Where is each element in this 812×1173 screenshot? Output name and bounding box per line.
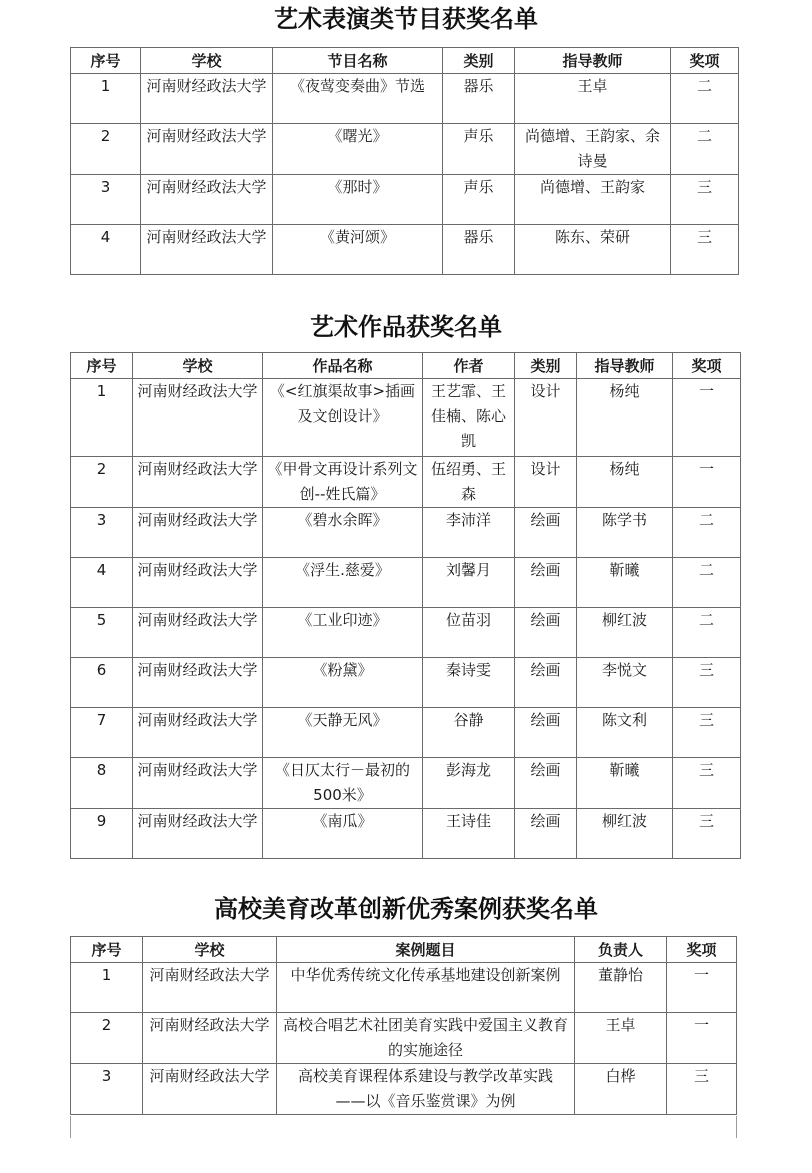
cell-teacher: 陈学书 <box>577 508 673 558</box>
table-row <box>71 558 741 608</box>
cell-category: 器乐 <box>443 74 515 124</box>
cell-program: 《曙光》 <box>273 124 443 175</box>
cell-category: 设计 <box>515 457 577 508</box>
table-header-row <box>71 353 741 379</box>
cell-index: 3 <box>71 508 133 558</box>
cell-school: 河南财经政法大学 <box>133 708 263 758</box>
header-cell: 类别 <box>515 353 577 379</box>
cell-teacher: 杨纯 <box>577 457 673 508</box>
header-cell: 指导教师 <box>577 353 673 379</box>
cell-program: 《那时》 <box>273 175 443 225</box>
cell-work: 《南瓜》 <box>263 809 423 859</box>
cell-teacher: 靳曦 <box>577 558 673 608</box>
table-row <box>71 508 741 558</box>
cell-index: 4 <box>71 225 141 275</box>
cell-index: 6 <box>71 658 133 708</box>
cell-school: 河南财经政法大学 <box>141 74 273 124</box>
cell-school: 河南财经政法大学 <box>133 558 263 608</box>
cell-teacher: 李悦文 <box>577 658 673 708</box>
cell-index: 4 <box>71 558 133 608</box>
cell-lead: 王卓 <box>575 1013 667 1064</box>
header-cell: 学校 <box>143 937 277 963</box>
cell-index: 5 <box>71 608 133 658</box>
cell-index: 1 <box>71 379 133 457</box>
cell-category: 绘画 <box>515 558 577 608</box>
header-cell: 奖项 <box>667 937 737 963</box>
cell-teacher: 尚德增、王韵家、余诗曼 <box>515 124 671 175</box>
cell-case-title: 高校美育课程体系建设与教学改革实践 ——以《音乐鉴赏课》为例 <box>277 1064 575 1115</box>
cell-author: 谷静 <box>423 708 515 758</box>
header-cell: 学校 <box>133 353 263 379</box>
table-row <box>71 809 741 859</box>
table-row <box>71 175 739 225</box>
cell-teacher: 柳红波 <box>577 608 673 658</box>
cell-work: 《天静无风》 <box>263 708 423 758</box>
cell-author: 位苗羽 <box>423 608 515 658</box>
performance-awards-table <box>70 47 739 275</box>
header-cell: 节目名称 <box>273 48 443 74</box>
header-cell: 奖项 <box>671 48 739 74</box>
cell-teacher: 王卓 <box>515 74 671 124</box>
cell-school: 河南财经政法大学 <box>133 608 263 658</box>
cell-award: 一 <box>673 457 741 508</box>
cell-award: 三 <box>673 758 741 809</box>
cell-teacher: 柳红波 <box>577 809 673 859</box>
cell-index: 2 <box>71 124 141 175</box>
cell-lead: 董静怡 <box>575 963 667 1013</box>
cell-work: 《浮生.慈爱》 <box>263 558 423 608</box>
header-cell: 作者 <box>423 353 515 379</box>
artwork-awards-table <box>70 352 741 859</box>
cell-category: 绘画 <box>515 708 577 758</box>
header-cell: 指导教师 <box>515 48 671 74</box>
header-cell: 案例题目 <box>277 937 575 963</box>
header-cell: 负责人 <box>575 937 667 963</box>
cell-school: 河南财经政法大学 <box>133 508 263 558</box>
cell-category: 绘画 <box>515 658 577 708</box>
cell-teacher: 杨纯 <box>577 379 673 457</box>
cell-category: 绘画 <box>515 508 577 558</box>
section-title-cases: 高校美育改革创新优秀案例获奖名单 <box>214 895 598 923</box>
cell-index: 3 <box>71 175 141 225</box>
cell-case-title: 中华优秀传统文化传承基地建设创新案例 <box>277 963 575 1013</box>
cell-program: 《黄河颂》 <box>273 225 443 275</box>
table-row <box>71 124 739 175</box>
cell-work: 《工业印迹》 <box>263 608 423 658</box>
header-cell: 作品名称 <box>263 353 423 379</box>
cell-work: 《<红旗渠故事>插画及文创设计》 <box>263 379 423 457</box>
cases-awards-table <box>70 936 737 1115</box>
table-row <box>71 658 741 708</box>
table-row <box>71 225 739 275</box>
cell-award: 三 <box>673 708 741 758</box>
cell-category: 绘画 <box>515 758 577 809</box>
cell-award: 三 <box>671 175 739 225</box>
cell-author: 李沛洋 <box>423 508 515 558</box>
header-cell: 学校 <box>141 48 273 74</box>
cell-category: 声乐 <box>443 124 515 175</box>
cell-index: 7 <box>71 708 133 758</box>
cell-school: 河南财经政法大学 <box>133 457 263 508</box>
cell-school: 河南财经政法大学 <box>141 175 273 225</box>
cell-work: 《粉黛》 <box>263 658 423 708</box>
cell-author: 彭海龙 <box>423 758 515 809</box>
cell-school: 河南财经政法大学 <box>143 1064 277 1115</box>
page-margin-line-right <box>736 1116 737 1138</box>
cell-index: 2 <box>71 1013 143 1064</box>
cell-category: 绘画 <box>515 809 577 859</box>
section-title-artwork: 艺术作品获奖名单 <box>310 313 502 341</box>
table-row <box>71 708 741 758</box>
cell-category: 声乐 <box>443 175 515 225</box>
cell-index: 2 <box>71 457 133 508</box>
cell-award: 三 <box>673 658 741 708</box>
cell-author: 秦诗雯 <box>423 658 515 708</box>
table-row <box>71 1064 737 1115</box>
table-row <box>71 963 737 1013</box>
cell-category: 设计 <box>515 379 577 457</box>
cell-work: 《甲骨文再设计系列文创--姓氏篇》 <box>263 457 423 508</box>
cell-award: 三 <box>667 1064 737 1115</box>
cell-index: 3 <box>71 1064 143 1115</box>
cell-teacher: 靳曦 <box>577 758 673 809</box>
cell-school: 河南财经政法大学 <box>133 809 263 859</box>
cell-teacher: 陈东、荣研 <box>515 225 671 275</box>
cell-teacher: 尚德增、王韵家 <box>515 175 671 225</box>
cell-school: 河南财经政法大学 <box>133 658 263 708</box>
cell-award: 二 <box>673 508 741 558</box>
cell-award: 一 <box>667 963 737 1013</box>
cell-index: 1 <box>71 963 143 1013</box>
cell-author: 王诗佳 <box>423 809 515 859</box>
header-cell: 类别 <box>443 48 515 74</box>
cell-author: 刘馨月 <box>423 558 515 608</box>
cell-school: 河南财经政法大学 <box>141 124 273 175</box>
table-row <box>71 379 741 457</box>
table-header-row <box>71 48 739 74</box>
cell-award: 二 <box>671 74 739 124</box>
cell-award: 二 <box>673 558 741 608</box>
table-row <box>71 1013 737 1064</box>
cell-award: 一 <box>667 1013 737 1064</box>
table-row <box>71 457 741 508</box>
cell-award: 二 <box>671 124 739 175</box>
cell-school: 河南财经政法大学 <box>143 963 277 1013</box>
cell-school: 河南财经政法大学 <box>133 758 263 809</box>
cell-index: 8 <box>71 758 133 809</box>
table-row <box>71 608 741 658</box>
cell-category: 绘画 <box>515 608 577 658</box>
cell-award: 三 <box>671 225 739 275</box>
cell-author: 伍绍勇、王森 <box>423 457 515 508</box>
cell-school: 河南财经政法大学 <box>133 379 263 457</box>
cell-award: 一 <box>673 379 741 457</box>
header-cell: 序号 <box>71 353 133 379</box>
cell-lead: 白桦 <box>575 1064 667 1115</box>
cell-school: 河南财经政法大学 <box>141 225 273 275</box>
cell-work: 《碧水余晖》 <box>263 508 423 558</box>
cell-index: 1 <box>71 74 141 124</box>
cell-program: 《夜莺变奏曲》节选 <box>273 74 443 124</box>
table-row <box>71 758 741 809</box>
section-title-performance: 艺术表演类节目获奖名单 <box>274 5 538 33</box>
cell-case-title: 高校合唱艺术社团美育实践中爱国主义教育的实施途径 <box>277 1013 575 1064</box>
cell-award: 三 <box>673 809 741 859</box>
cell-school: 河南财经政法大学 <box>143 1013 277 1064</box>
cell-work: 《日仄太行－最初的500米》 <box>263 758 423 809</box>
cell-index: 9 <box>71 809 133 859</box>
header-cell: 序号 <box>71 937 143 963</box>
cell-teacher: 陈文利 <box>577 708 673 758</box>
cell-category: 器乐 <box>443 225 515 275</box>
cell-award: 二 <box>673 608 741 658</box>
page-margin-line-left <box>70 1116 71 1138</box>
cell-author: 王艺霏、王佳楠、陈心凯 <box>423 379 515 457</box>
header-cell: 序号 <box>71 48 141 74</box>
header-cell: 奖项 <box>673 353 741 379</box>
table-header-row <box>71 937 737 963</box>
table-row <box>71 74 739 124</box>
